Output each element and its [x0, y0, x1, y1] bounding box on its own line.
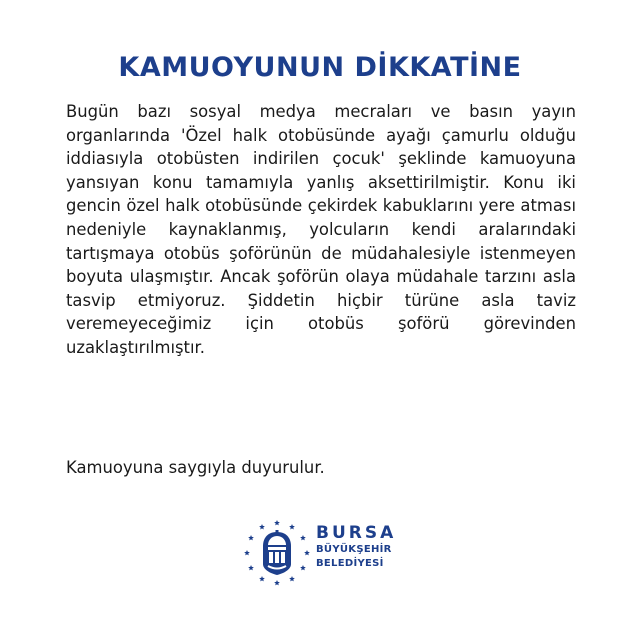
star-icon	[274, 580, 280, 585]
star-icon	[248, 535, 254, 540]
star-icon	[304, 550, 310, 555]
star-icon	[274, 520, 280, 525]
star-icon	[289, 576, 295, 581]
municipality-logo	[244, 516, 404, 586]
logo-metropolitan: BÜYÜKŞEHİR	[316, 544, 392, 555]
star-icon	[300, 535, 306, 540]
star-icon	[248, 565, 254, 570]
logo-text	[316, 524, 396, 571]
star-icon	[300, 565, 306, 570]
page-title: KAMUOYUNUN DİKKATİNE	[118, 52, 522, 83]
announcement-closing: Kamuoyuna saygıyla duyurulur.	[66, 458, 325, 477]
star-icon	[244, 550, 250, 555]
star-icon	[259, 576, 265, 581]
logo-municipality: BELEDİYESİ	[316, 558, 384, 569]
star-icon	[259, 524, 265, 529]
star-icon	[289, 524, 295, 529]
announcement-body: Bugün bazı sosyal medya mecraları ve basın yayın organlarında 'Özel halk otobüsünde ayağı çamurlu olduğu iddiasıyla otobüsten indirilen çocuk' şeklinde kamuoyuna yansıyan konu tamamıyla yanlış aksettirilmiştir. Konu iki gencin özel halk otobüsünde çekirdek kabuklarını yere atması nedeniyle kaynaklanmış, yolcuların kendi aralarındaki tartışmaya otobüs şoförünün de müdahalesiyle istenmeyen boyuta ulaşmıştır. Ancak şoförün olaya müdahale tarzını asla tasvip etmiyoruz. Şiddetin hiçbir türüne asla taviz veremeyeceğimiz için otobüs şoförü görevinden uzaklaştırılmıştır.	[66, 102, 576, 357]
logo-city: BURSA	[316, 523, 397, 543]
municipality-emblem-icon	[244, 516, 310, 586]
